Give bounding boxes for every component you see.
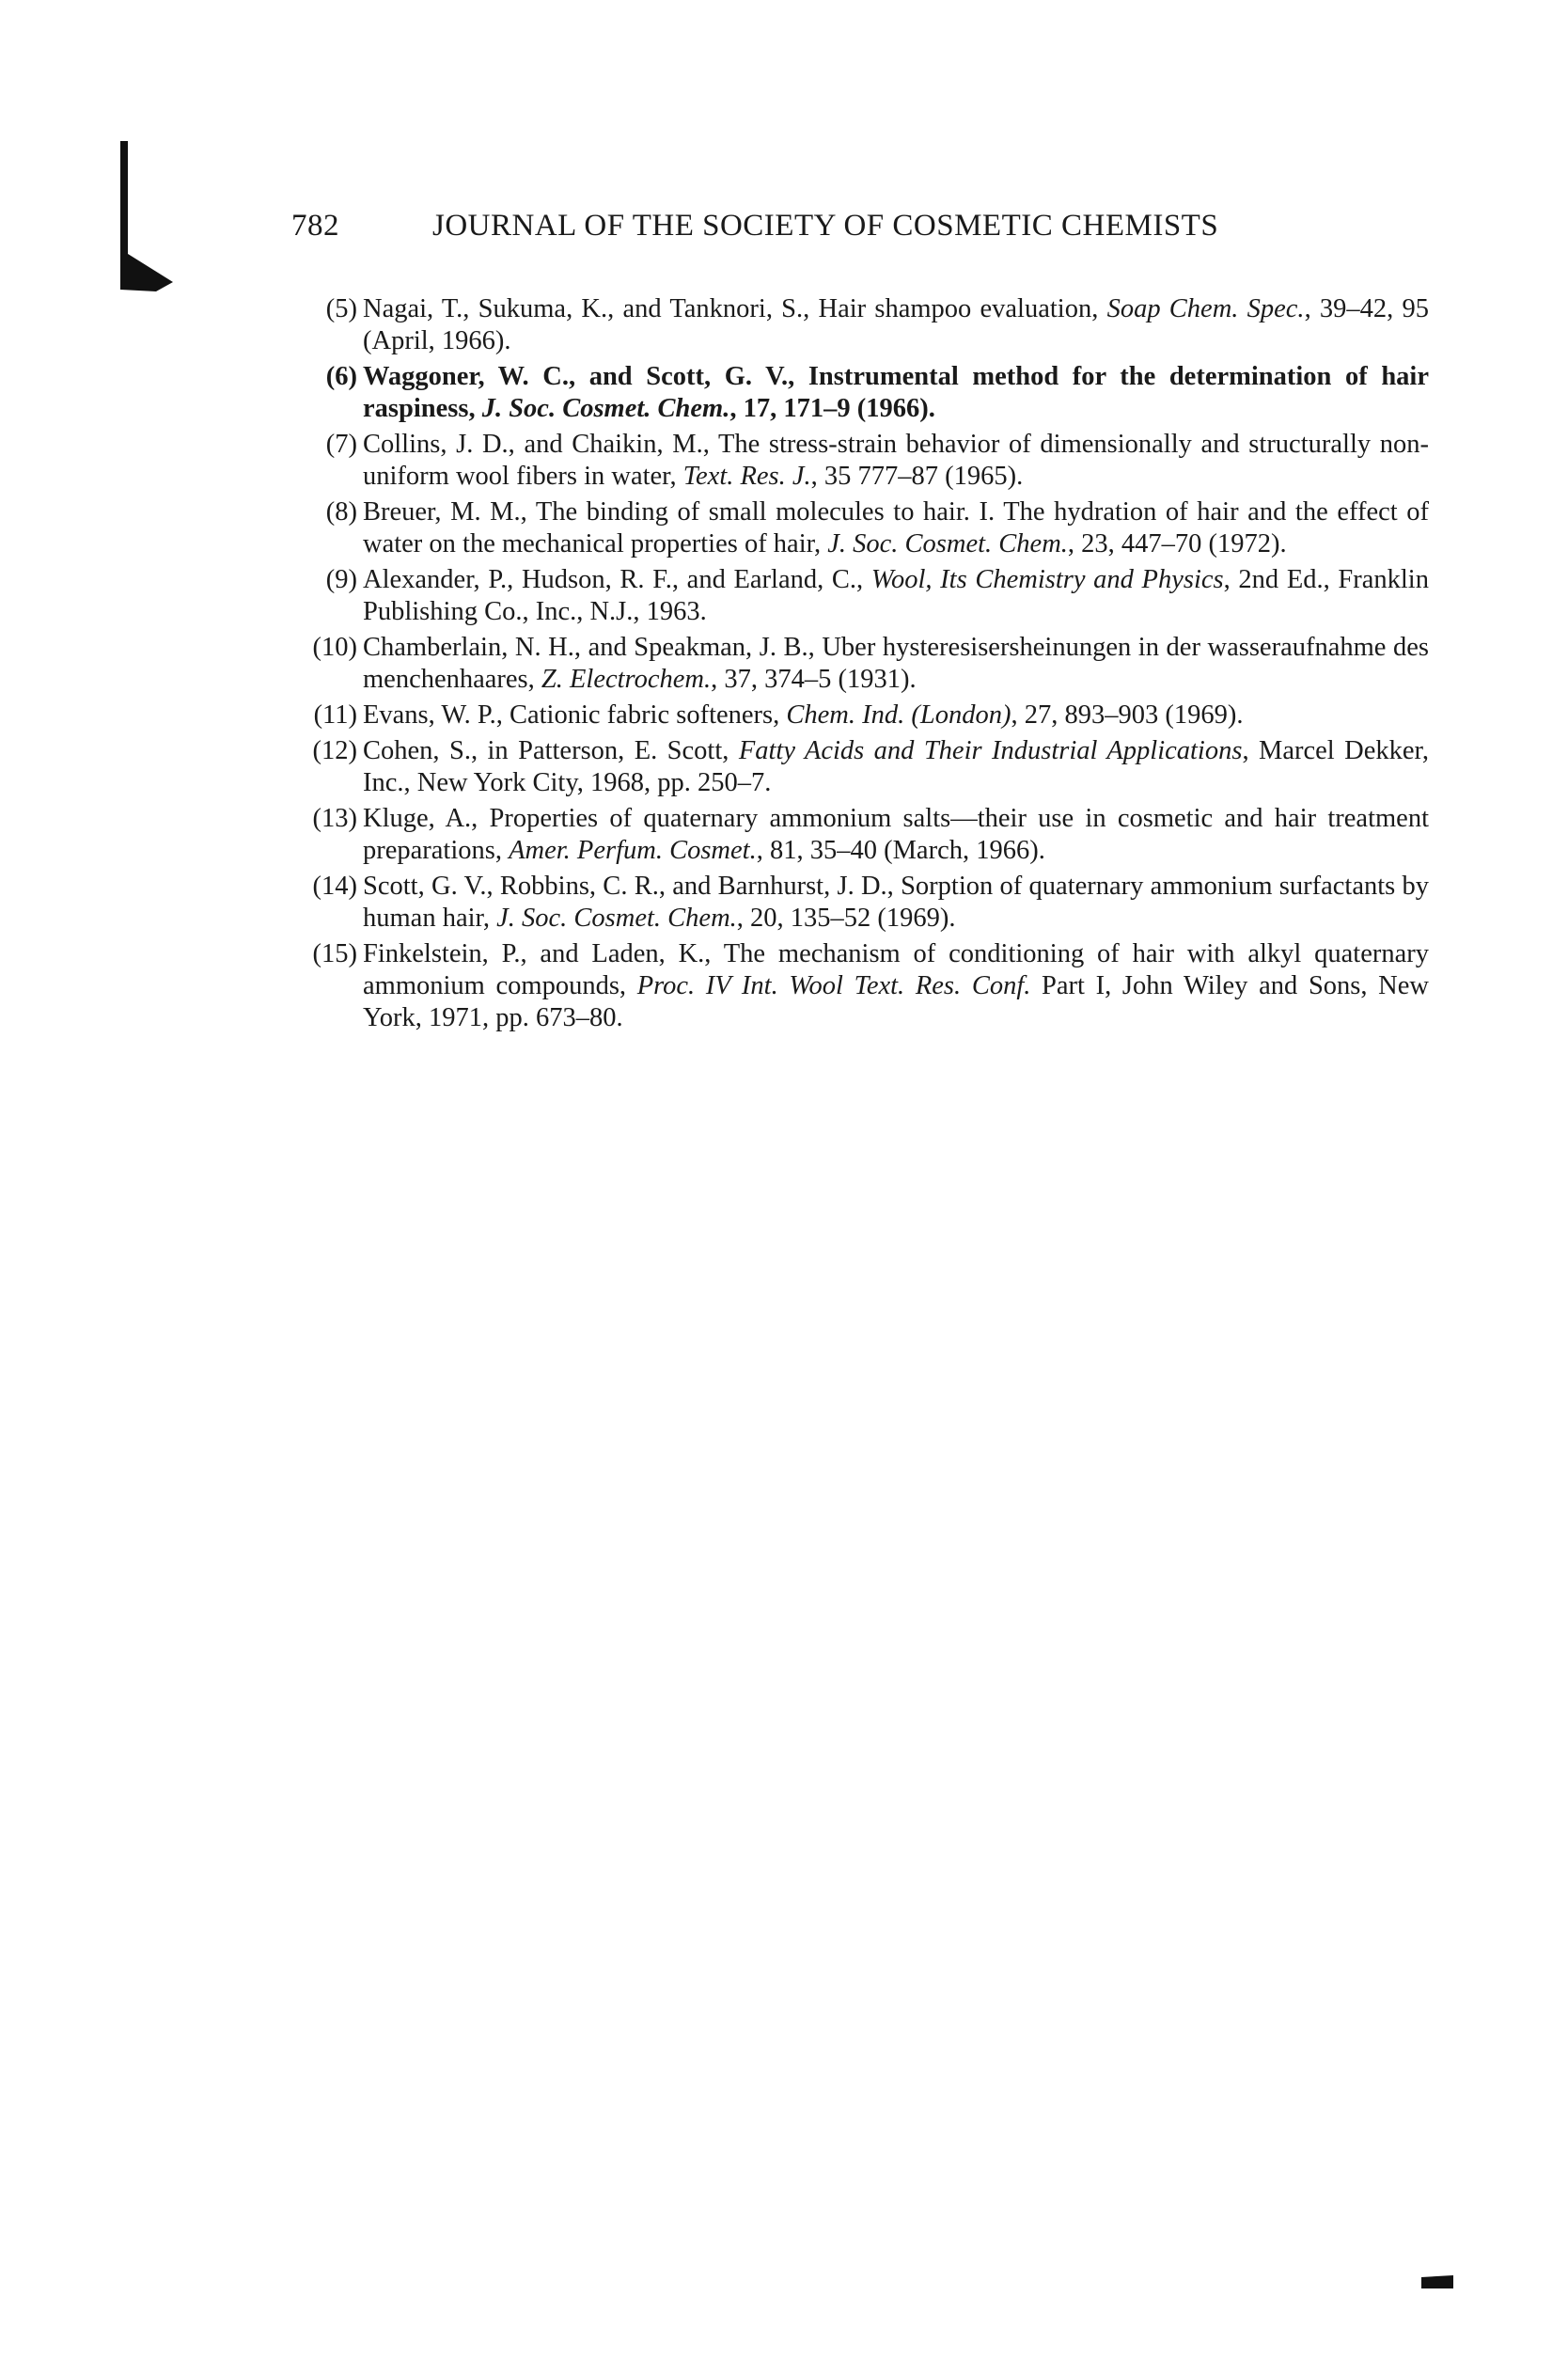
reference-text-segment: Chamberlain, N. H., and Speakman, J. B., Uber hysteresisersheinungen in der wasseraufnahme des menchenhaares, [363,633,1429,694]
reference-text-segment: , 27, 893–903 (1969). [1011,700,1244,730]
reference-text-segment: , 20, 135–52 (1969). [736,904,956,933]
reference-source-italic: J. Soc. Cosmet. Chem. [496,904,737,933]
reference-text-segment: , 2nd Ed., Franklin Publishing Co., Inc., N.J., 1963. [363,565,1429,626]
reference-text-segment: Part I, John Wiley and Sons, New York, 1971, pp. 673–80. [363,971,1429,1032]
reference-number: (6) [325,362,357,391]
scan-edge-mark [118,141,175,291]
reference-text [363,293,1429,357]
reference-number: (5) [325,294,357,323]
reference-source-italic: J. Soc. Cosmet. Chem. [481,394,730,423]
reference-number: (7) [325,430,357,459]
reference-text-segment: , 23, 447–70 (1972). [1067,529,1287,558]
reference-text-segment: , 37, 374–5 (1931). [711,665,917,694]
reference-text [363,871,1429,935]
reference-source-italic: Soap Chem. Spec. [1106,294,1305,323]
reference-text-segment: , 17, 171–9 (1966). [729,394,935,423]
reference-text-segment: Evans, W. P., Cationic fabric softeners, [363,700,787,730]
reference-text-segment: Finkelstein, P., and Laden, K., The mechanism of conditioning of hair with alkyl quaternary ammonium compounds, [363,939,1429,1000]
reference-text [363,564,1429,628]
reference-text-segment: , Marcel Dekker, Inc., New York City, 1968, pp. 250–7. [363,736,1429,797]
reference-number: (13) [312,804,357,833]
reference-text-segment: Waggoner, W. C., and Scott, G. V., Instrumental method for the determination of hair raspiness, [363,362,1429,423]
reference-text-segment: Scott, G. V., Robbins, C. R., and Barnhurst, J. D., Sorption of quaternary ammonium surfactants by human hair, [363,872,1429,933]
reference-item [291,735,1429,799]
reference-text [363,632,1429,696]
reference-item [291,564,1429,628]
page-number: 782 [291,209,339,243]
reference-text-segment: Collins, J. D., and Chaikin, M., The stress-strain behavior of dimensionally and structurally non-uniform wool fibers in water, [363,430,1429,491]
reference-text-segment: Breuer, M. M., The binding of small molecules to hair. I. The hydration of hair and the effect of water on the mechanical properties of hair, [363,497,1429,558]
reference-item [291,429,1429,493]
reference-item [291,496,1429,560]
reference-source-italic: Chem. Ind. (London) [786,700,1011,730]
reference-number: (10) [312,633,357,662]
reference-text [363,938,1429,1034]
reference-text-segment: Cohen, S., in Patterson, E. Scott, [363,736,739,765]
scan-corner-mark [1421,2275,1453,2288]
reference-item [291,293,1429,357]
reference-text [363,361,1429,425]
reference-list [291,293,1429,1038]
reference-item [291,700,1429,731]
reference-item [291,803,1429,867]
reference-item [291,632,1429,696]
reference-source-italic: Text. Res. J. [682,462,811,491]
reference-text-segment: Kluge, A., Properties of quaternary ammonium salts—their use in cosmetic and hair treatment preparations, [363,804,1429,865]
reference-text [363,803,1429,867]
reference-number: (15) [312,939,357,968]
reference-text-segment: Nagai, T., Sukuma, K., and Tanknori, S., Hair shampoo evaluation, [363,294,1107,323]
reference-source-italic: Fatty Acids and Their Industrial Applications [738,736,1243,765]
reference-number: (11) [313,700,357,730]
reference-text-segment: , 39–42, 95 (April, 1966). [363,294,1430,355]
reference-number: (9) [325,565,357,594]
reference-source-italic: Wool, Its Chemistry and Physics [870,565,1224,594]
reference-text [363,700,1429,731]
reference-item [291,871,1429,935]
reference-text-segment: , 81, 35–40 (March, 1966). [756,836,1045,865]
reference-item [291,938,1429,1034]
reference-source-italic: Proc. IV Int. Wool Text. Res. Conf. [636,971,1031,1000]
reference-text [363,496,1429,560]
reference-source-italic: J. Soc. Cosmet. Chem. [827,529,1068,558]
reference-source-italic: Amer. Perfum. Cosmet. [509,836,757,865]
reference-text-segment: Alexander, P., Hudson, R. F., and Earland, C., [363,565,871,594]
reference-number: (8) [325,497,357,527]
journal-title: JOURNAL OF THE SOCIETY OF COSMETIC CHEMISTS [432,209,1219,243]
running-head [291,209,1354,244]
reference-text [363,735,1429,799]
reference-number: (12) [312,736,357,765]
reference-text-segment: , 35 777–87 (1965). [810,462,1024,491]
reference-item [291,361,1429,425]
reference-source-italic: Z. Electrochem. [541,665,712,694]
reference-text [363,429,1429,493]
reference-number: (14) [312,872,357,901]
